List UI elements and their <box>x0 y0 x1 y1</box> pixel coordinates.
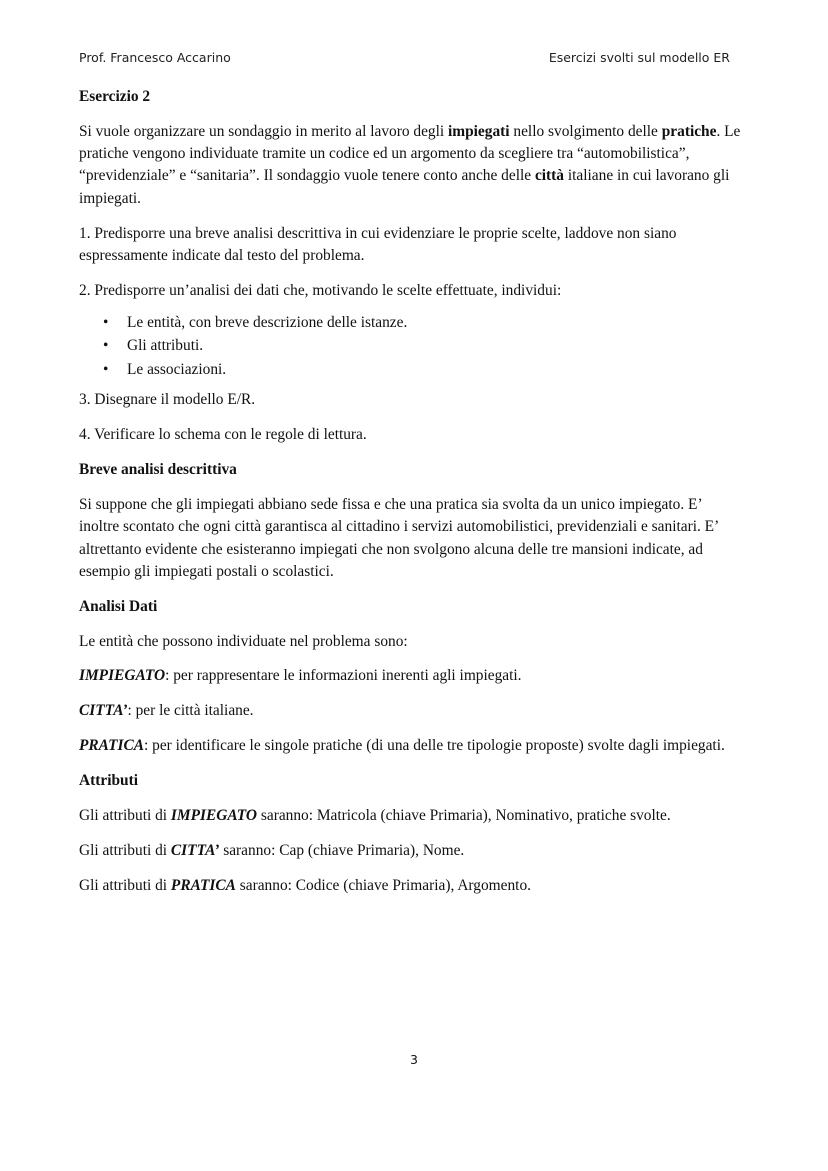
intro-text-2: nello svolgimento delle <box>509 122 662 140</box>
entity-name: IMPIEGATO <box>170 807 258 825</box>
page-number: 3 <box>410 1052 418 1067</box>
step-2-bullet-list <box>79 311 744 382</box>
analysis-paragraph: Si suppone che gli impiegati abbiano sede fissa e che una pratica sia svolta da un unico impiegato. E’ inoltre scontato che ogni città garantisca al cittadino i servizi automobilistici, previdenziali e sanitari. E’ altrettanto evidente che esisteranno impiegati che non svolgono alcuna delle tre mansioni indicate, ad esempio gli impiegati postali o scolastici. <box>79 495 719 580</box>
entity-citta <box>79 700 744 722</box>
intro-text-3: . Le pratiche vengono individuate tramite un codice ed un argomento da scegliere tra “automobilistica”, “previdenziale” e “sanitaria”. Il sondaggio vuole tenere conto anche delle <box>79 122 741 185</box>
entity-description: : per rappresentare le informazioni inerenti agli impiegati. <box>165 667 522 685</box>
analysis-heading: Breve analisi descrittiva <box>79 461 237 479</box>
intro-paragraph <box>79 121 744 210</box>
attributes-text: saranno: Matricola (chiave Primaria), Nominativo, pratiche svolte. <box>257 807 671 825</box>
exercise-title: Esercizio 2 <box>79 88 151 105</box>
entity-name: CITTA’ <box>170 841 220 859</box>
data-analysis-intro: Le entità che possono individuate nel problema sono: <box>79 632 408 650</box>
list-item: • Gli attributi. <box>79 334 744 358</box>
intro-bold-citta: città <box>534 167 565 185</box>
entity-name: PRATICA <box>79 737 145 755</box>
attributes-prefix: Gli attributi di <box>79 841 171 859</box>
header-title: Esercizi svolti sul modello ER <box>548 50 730 65</box>
step-4: 4. Verificare lo schema con le regole di lettura. <box>79 426 367 444</box>
data-analysis-heading: Analisi Dati <box>79 597 158 615</box>
list-item: • Le associazioni. <box>79 358 744 382</box>
entity-name: CITTA’ <box>79 702 128 720</box>
intro-bold-impiegati: impiegati <box>448 122 510 140</box>
attributes-heading: Attributi <box>79 772 138 790</box>
attributes-prefix: Gli attributi di <box>79 807 171 825</box>
page-header <box>79 50 730 65</box>
attributes-text: saranno: Codice (chiave Primaria), Argomento. <box>235 876 531 894</box>
entity-name: PRATICA <box>170 876 236 894</box>
document-body <box>79 86 744 910</box>
intro-text-1: Si vuole organizzare un sondaggio in merito al lavoro degli <box>79 122 448 140</box>
attributes-text: saranno: Cap (chiave Primaria), Nome. <box>219 841 465 859</box>
header-author: Prof. Francesco Accarino <box>79 50 231 65</box>
intro-bold-pratiche: pratiche <box>661 122 717 140</box>
entity-name: IMPIEGATO <box>79 667 166 685</box>
attributes-pratica <box>79 875 744 897</box>
attributes-citta <box>79 840 744 862</box>
step-1: 1. Predisporre una breve analisi descrittiva in cui evidenziare le proprie scelte, laddove non siano espressamente indicate dal testo del problema. <box>79 224 677 264</box>
list-item: • Le entità, con breve descrizione delle istanze. <box>79 311 744 335</box>
entity-description: : per identificare le singole pratiche (di una delle tre tipologie proposte) svolte dagli impiegati. <box>144 737 725 755</box>
entity-description: : per le città italiane. <box>127 702 254 720</box>
attributes-impiegato <box>79 805 744 827</box>
entity-pratica <box>79 735 744 757</box>
step-2: 2. Predisporre un’analisi dei dati che, motivando le scelte effettuate, individui: <box>79 281 562 299</box>
step-3: 3. Disegnare il modello E/R. <box>79 391 256 409</box>
entity-impiegato <box>79 665 744 687</box>
intro-text-4: italiane in cui lavorano gli impiegati. <box>79 167 730 207</box>
attributes-prefix: Gli attributi di <box>79 876 171 894</box>
